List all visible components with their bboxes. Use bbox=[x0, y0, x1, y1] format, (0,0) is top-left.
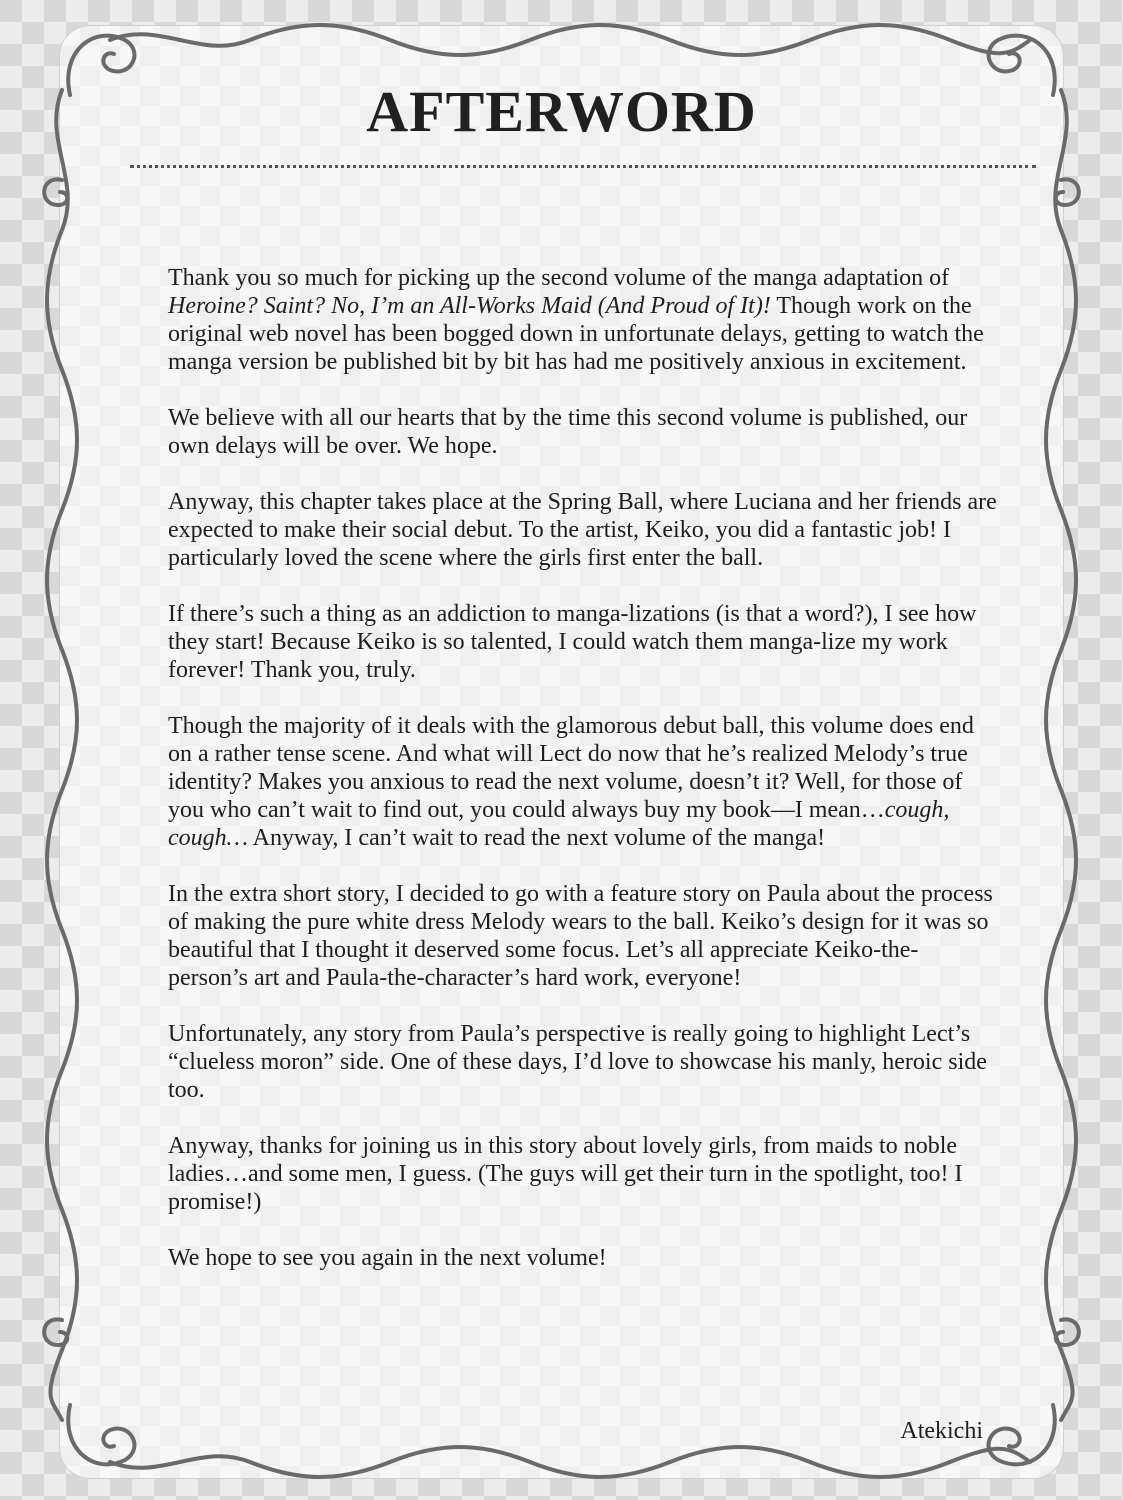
paragraph-2: We believe with all our hearts that by the time this second volume is published, our own delays will be over. We hope. bbox=[168, 405, 968, 459]
author-signature: Atekichi bbox=[900, 1418, 983, 1444]
paragraph-5-italic: cough, cough… bbox=[168, 797, 950, 851]
paragraph-4: If there’s such a thing as an addiction to manga-lizations (is that a word?), I see how they start! Because Keiko is so talented, I could watch them manga-lize my work forever! Thank you, truly. bbox=[168, 601, 977, 683]
paragraph-5-text-c: Anyway, I can’t wait to read the next volume of the manga! bbox=[248, 825, 826, 851]
paragraph-7: Unfortunately, any story from Paula’s perspective is really going to highlight Lect’s “clueless moron” side. One of these days, I’d love to showcase his manly, heroic side too. bbox=[168, 1021, 987, 1103]
afterword-body bbox=[168, 264, 998, 1300]
paragraph-8: Anyway, thanks for joining us in this story about lovely girls, from maids to noble ladies…and some men, I guess. (The guys will get their turn in the spotlight, too! I promise!) bbox=[168, 1133, 963, 1215]
paragraph-1 bbox=[168, 264, 998, 376]
page-title: AFTERWORD bbox=[366, 79, 757, 144]
paragraph-1-text-c: Though work on the original web novel has been bogged down in unfortunate delays, getting to watch the manga version be published bit by bit has had me positively anxious in excitement. bbox=[168, 293, 984, 375]
paragraph-6: In the extra short story, I decided to go with a feature story on Paula about the process of making the pure white dress Melody wears to the ball. Keiko’s design for it was so beautiful that I thought it deserved some focus. Let’s all appreciate Keiko-the-person’s art and Paula-the-character’s hard work, everyone! bbox=[168, 881, 993, 991]
paragraph-5 bbox=[168, 712, 998, 852]
paragraph-5-text-a: Though the majority of it deals with the glamorous debut ball, this volume does end on a rather tense scene. And what will Lect do now that he’s realized Melody’s true identity? Makes you anxious to read the next volume, doesn’t it? Well, for those of you who can’t wait to find out, you could always buy my book—I mean… bbox=[168, 713, 974, 823]
paragraph-3: Anyway, this chapter takes place at the Spring Ball, where Luciana and her friends are expected to make their social debut. To the artist, Keiko, you did a fantastic job! I particularly loved the scene where the girls first enter the ball. bbox=[168, 489, 997, 571]
paragraph-1-text-a: Thank you so much for picking up the second volume of the manga adaptation of bbox=[168, 265, 950, 291]
dotted-divider bbox=[130, 165, 1036, 168]
paragraph-9: We hope to see you again in the next volume! bbox=[168, 1245, 607, 1271]
book-title: Heroine? Saint? No, I’m an All-Works Maid (And Proud of It)! bbox=[168, 293, 771, 319]
